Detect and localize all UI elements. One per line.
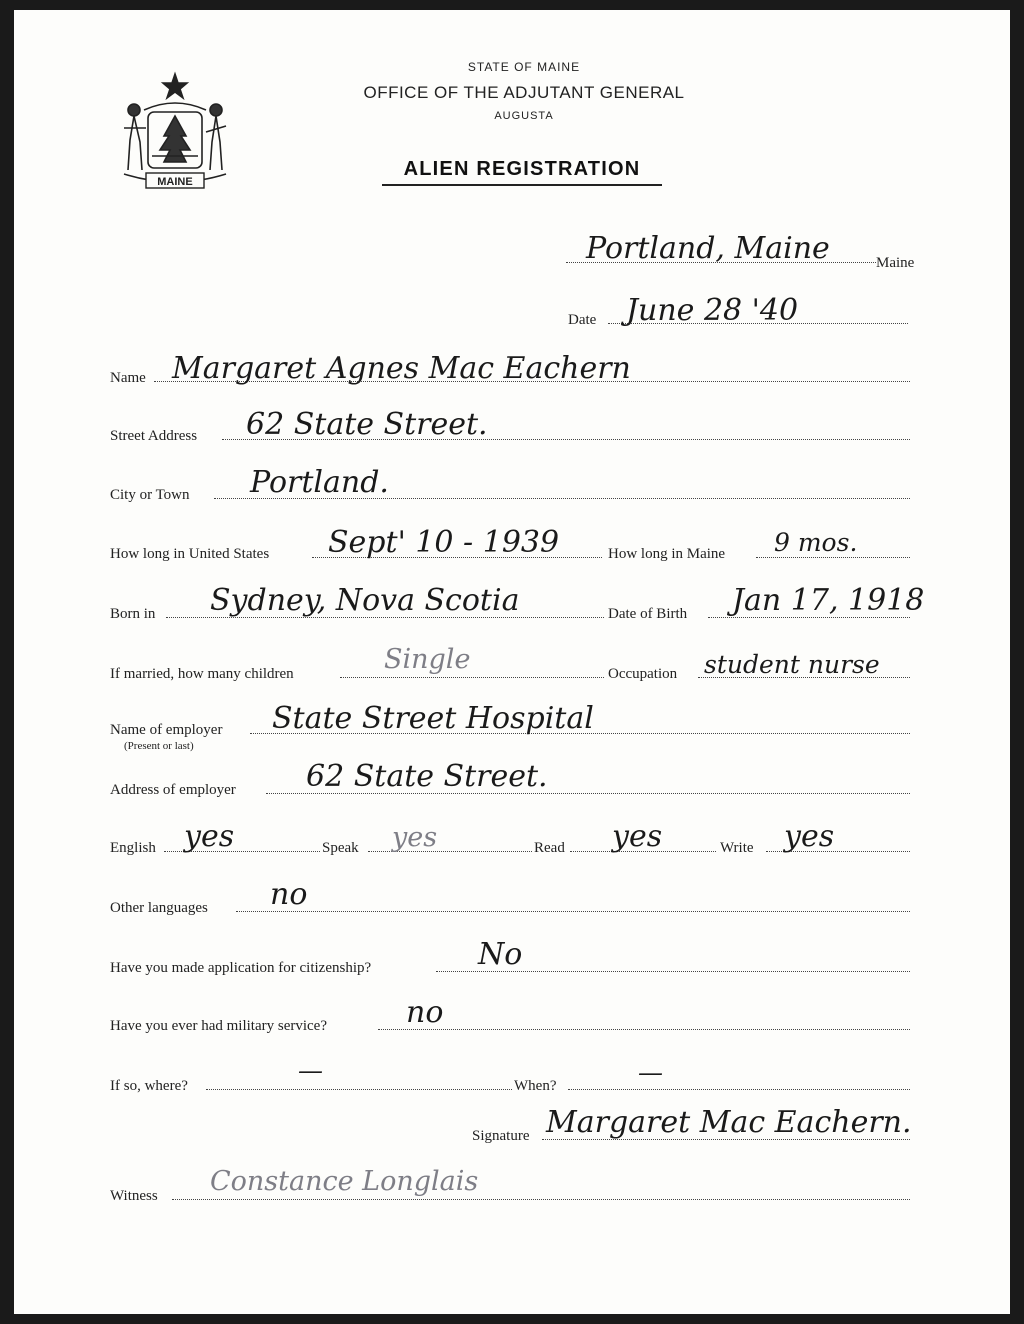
other-languages-value: no (270, 877, 308, 912)
speak-label: Speak (322, 840, 359, 856)
citizenship-label: Have you made application for citizenship? (110, 960, 372, 976)
date-of-birth-label: Date of Birth (608, 606, 688, 622)
employer-note: (Present or last) (124, 740, 194, 752)
military-label: Have you ever had military service? (110, 1018, 327, 1034)
street-address-label: Street Address (110, 428, 198, 444)
maine-label: Maine (876, 255, 915, 271)
employer-address-value: 62 State Street. (306, 759, 548, 794)
married-children-value: Single (384, 644, 471, 675)
city-label: City or Town (110, 487, 190, 503)
married-children-label: If married, how many children (110, 666, 294, 682)
name-label: Name (110, 370, 146, 386)
when-label: When? (514, 1078, 557, 1094)
read-label: Read (534, 840, 565, 856)
military-line (378, 1029, 910, 1030)
how-long-maine-line (756, 557, 910, 558)
date-label: Date (568, 312, 597, 328)
name-value: Margaret Agnes Mac Eachern (172, 351, 631, 386)
where-line (206, 1089, 512, 1090)
when-line (568, 1089, 910, 1090)
employer-name-value: State Street Hospital (272, 701, 594, 736)
witness-label: Witness (110, 1188, 158, 1204)
married-children-line (340, 677, 604, 678)
employer-address-label: Address of employer (110, 782, 236, 798)
write-value: yes (784, 819, 835, 854)
how-long-maine-label: How long in Maine (608, 546, 726, 562)
date-value: June 28 '40 (626, 293, 799, 328)
city-value: Portland. (250, 465, 389, 500)
speak-value: yes (392, 822, 438, 853)
office-heading: OFFICE OF THE ADJUTANT GENERAL (363, 83, 685, 102)
if-so-where-label: If so, where? (110, 1078, 188, 1094)
city-heading: AUGUSTA (494, 110, 554, 122)
date-of-birth-value: Jan 17, 1918 (732, 583, 925, 618)
state-heading: STATE OF MAINE (467, 60, 581, 74)
when-value: — (638, 1058, 663, 1087)
form-title: ALIEN REGISTRATION (382, 158, 662, 186)
witness-value: Constance Longlais (210, 1166, 479, 1197)
other-languages-line (236, 911, 910, 912)
where-value: — (298, 1056, 323, 1085)
signature-label: Signature (472, 1128, 530, 1144)
how-long-maine-value: 9 mos. (774, 528, 858, 557)
how-long-us-label: How long in United States (110, 546, 270, 562)
employer-name-label: Name of employer (110, 722, 223, 738)
registration-form (14, 10, 1010, 1314)
occupation-value: student nurse (704, 650, 880, 679)
english-value: yes (184, 819, 235, 854)
occupation-label: Occupation (608, 666, 678, 682)
street-address-value: 62 State Street. (246, 407, 488, 442)
how-long-us-value: Sept' 10 - 1939 (328, 525, 560, 560)
signature-value: Margaret Mac Eachern. (546, 1105, 912, 1140)
citizenship-value: No (478, 937, 523, 972)
born-in-value: Sydney, Nova Scotia (210, 583, 520, 618)
witness-line (172, 1199, 910, 1200)
maine-state-seal-icon (114, 70, 236, 196)
svg-text:MAINE: MAINE (157, 176, 193, 188)
write-label: Write (720, 840, 754, 856)
born-in-label: Born in (110, 606, 156, 622)
place-value: Portland, Maine (586, 231, 830, 266)
other-languages-label: Other languages (110, 900, 208, 916)
english-label: English (110, 840, 156, 856)
military-value: no (406, 995, 444, 1030)
read-value: yes (612, 819, 663, 854)
